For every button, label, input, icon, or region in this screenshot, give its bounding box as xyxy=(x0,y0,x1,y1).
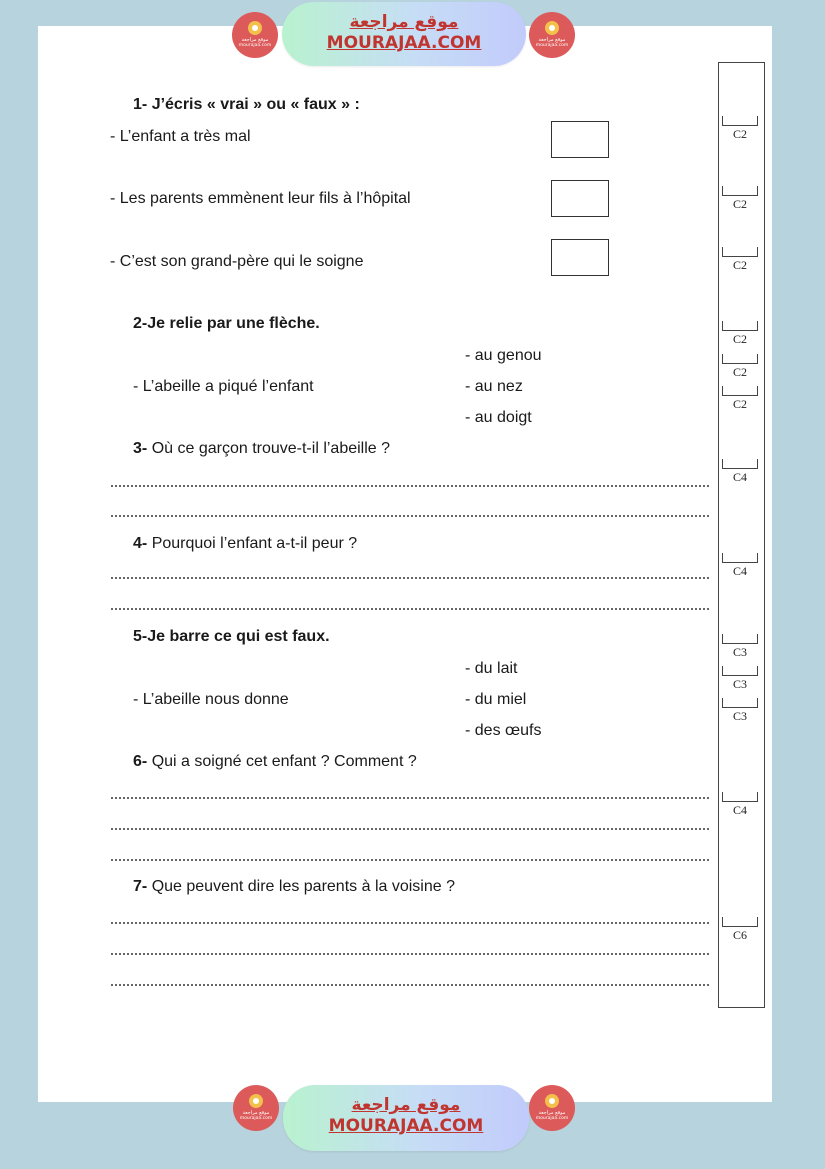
q2-left[interactable]: - L’abeille a piqué l’enfant xyxy=(133,378,314,395)
answer-line[interactable] xyxy=(110,984,710,986)
q5-title: 5-Je barre ce qui est faux. xyxy=(133,628,330,645)
criterion-mark[interactable]: C2 xyxy=(722,386,758,411)
q5-option-2[interactable]: - du miel xyxy=(465,691,527,708)
logo-badge-icon: موقع مراجعة mourajaa.com xyxy=(233,1085,279,1131)
criterion-mark[interactable]: C6 xyxy=(722,917,758,942)
answer-line[interactable] xyxy=(110,608,710,610)
answer-line[interactable] xyxy=(110,922,710,924)
q5-option-3[interactable]: - des œufs xyxy=(465,722,542,739)
criterion-mark[interactable]: C2 xyxy=(722,354,758,379)
q5-left: - L’abeille nous donne xyxy=(133,691,289,708)
answer-box-2[interactable] xyxy=(551,180,609,217)
watermark-arabic: موقع مراجعة xyxy=(351,1095,461,1115)
criterion-mark[interactable]: C3 xyxy=(722,698,758,723)
criterion-mark[interactable]: C2 xyxy=(722,247,758,272)
criterion-mark[interactable]: C4 xyxy=(722,792,758,817)
logo-badge-icon: موقع مراجعة mourajaa.com xyxy=(232,12,278,58)
criterion-mark[interactable]: C4 xyxy=(722,459,758,484)
q1-item-1: - L’enfant a très mal xyxy=(110,128,251,145)
watermark-banner-top[interactable] xyxy=(282,2,526,66)
q2-title: 2-Je relie par une flèche. xyxy=(133,315,320,332)
q1-item-3: - C’est son grand-père qui le soigne xyxy=(110,253,364,270)
answer-line[interactable] xyxy=(110,515,710,517)
q2-option-1[interactable]: - au genou xyxy=(465,347,542,364)
watermark-arabic: موقع مراجعة xyxy=(349,12,459,32)
q6-question: 6- Qui a soigné cet enfant ? Comment ? xyxy=(133,753,417,770)
q7-question: 7- Que peuvent dire les parents à la voisine ? xyxy=(133,878,455,895)
criterion-mark[interactable]: C3 xyxy=(722,634,758,659)
q1-item-2: - Les parents emmènent leur fils à l’hôpital xyxy=(110,190,411,207)
watermark-banner-bottom[interactable] xyxy=(283,1085,529,1151)
answer-line[interactable] xyxy=(110,953,710,955)
answer-box-3[interactable] xyxy=(551,239,609,276)
logo-badge-icon: موقع مراجعة mourajaa.com xyxy=(529,1085,575,1131)
criterion-mark[interactable]: C2 xyxy=(722,116,758,141)
answer-line[interactable] xyxy=(110,577,710,579)
logo-badge-icon: موقع مراجعة mourajaa.com xyxy=(529,12,575,58)
answer-box-1[interactable] xyxy=(551,121,609,158)
criterion-mark[interactable]: C4 xyxy=(722,553,758,578)
answer-line[interactable] xyxy=(110,797,710,799)
answer-line[interactable] xyxy=(110,828,710,830)
q2-option-2[interactable]: - au nez xyxy=(465,378,523,395)
criterion-mark[interactable]: C2 xyxy=(722,321,758,346)
answer-line[interactable] xyxy=(110,485,710,487)
q3-question: 3- Où ce garçon trouve-t-il l’abeille ? xyxy=(133,440,391,457)
answer-line[interactable] xyxy=(110,859,710,861)
criterion-mark[interactable]: C3 xyxy=(722,666,758,691)
q5-option-1[interactable]: - du lait xyxy=(465,660,518,677)
watermark-latin: MOURAJAA.COM xyxy=(326,33,482,53)
q2-option-3[interactable]: - au doigt xyxy=(465,409,532,426)
worksheet-page xyxy=(38,26,772,1102)
criterion-mark[interactable]: C2 xyxy=(722,186,758,211)
watermark-latin: MOURAJAA.COM xyxy=(328,1116,484,1136)
q1-title: 1- J’écris « vrai » ou « faux » : xyxy=(133,96,360,113)
q4-question: 4- Pourquoi l’enfant a-t-il peur ? xyxy=(133,535,358,552)
